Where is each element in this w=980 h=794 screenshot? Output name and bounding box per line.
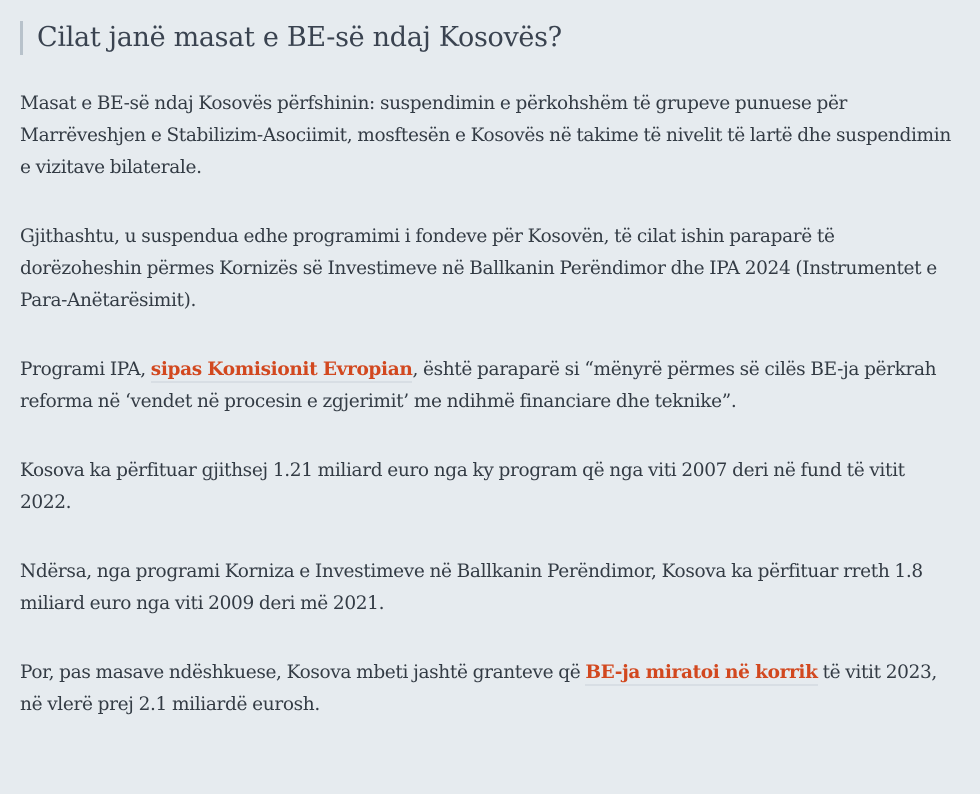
- paragraph-text: , është paraparë si “mënyrë përmes së cilës BE-ja përkrah reforma në ‘vendet në procesin e zgjerimit’ me ndihmë financiare dhe teknike”.: [20, 359, 937, 412]
- paragraph-funds-suspension: Gjithashtu, u suspendua edhe programimi i fondeve për Kosovën, të cilat ishin paraparë të dorëzoheshin përmes Kornizës së Investimeve në Ballkanin Perëndimor dhe IPA 2024 (Instrumentet e Para-Anëtarësimit).: [20, 226, 937, 311]
- paragraph-text: të vitit 2023, në vlerë prej 2.1 miliardë eurosh.: [20, 662, 937, 715]
- heading-accent-bar: [20, 21, 23, 55]
- paragraph-grants-excluded: [20, 657, 960, 721]
- section-heading: [20, 20, 960, 56]
- paragraph-text: Programi IPA,: [20, 359, 151, 380]
- paragraph-eu-measures: Masat e BE-së ndaj Kosovës përfshinin: suspendimin e përkohshëm të grupeve punuese për Marrëveshjen e Stabilizim-Asociimit, mosftesën e Kosovës në takime të nivelit të lartë dhe suspendimin e vizitave bilaterale.: [20, 93, 951, 178]
- paragraph-ipa-benefit: Kosova ka përfituar gjithsej 1.21 miliard euro nga ky program që nga viti 2007 deri në fund të vitit 2022.: [20, 460, 905, 513]
- paragraph-text: Por, pas masave ndëshkuese, Kosova mbeti jashtë granteve që: [20, 662, 586, 683]
- paragraph-wbif-benefit: Ndërsa, nga programi Korniza e Investimeve në Ballkanin Perëndimor, Kosova ka përfituar rreth 1.8 miliard euro nga viti 2009 deri më 2021.: [20, 561, 923, 614]
- heading-text: Cilat janë masat e BE-së ndaj Kosovës?: [37, 22, 562, 53]
- european-commission-link[interactable]: sipas Komisionit Evropian: [151, 359, 413, 383]
- eu-approved-july-link[interactable]: BE-ja miratoi në korrik: [585, 662, 817, 686]
- paragraph-ipa-program: [20, 354, 960, 418]
